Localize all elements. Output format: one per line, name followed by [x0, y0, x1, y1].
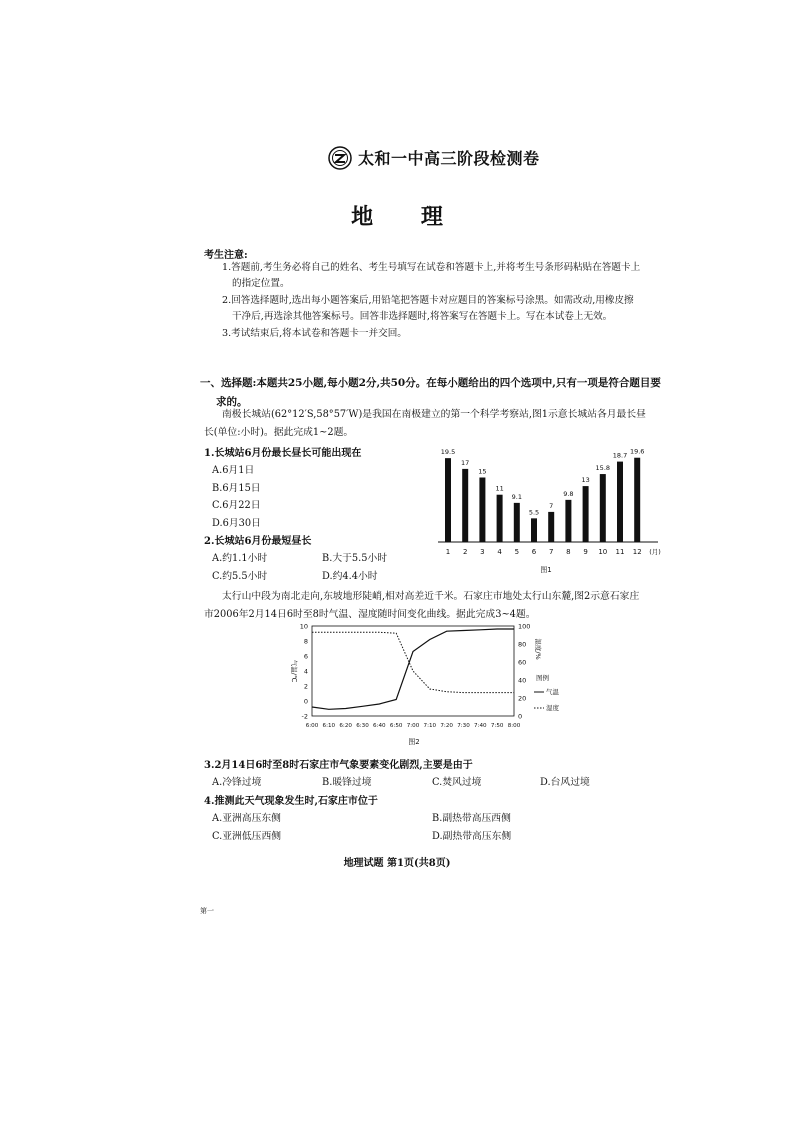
- x-tick-label: 6:10: [322, 723, 336, 729]
- question-4-option: D.副热带高压东侧: [432, 831, 512, 842]
- bar: [531, 518, 537, 542]
- x-tick-label: 6:50: [389, 723, 403, 729]
- x-tick-label: 8: [566, 548, 571, 556]
- legend-label: 湿度: [546, 704, 559, 712]
- x-tick-label: 7:50: [490, 723, 504, 729]
- question-4-stem: 4.推测此天气现象发生时,石家庄市位于: [204, 796, 378, 807]
- stray-mark: 第一: [200, 907, 214, 915]
- x-tick-label: 11: [615, 548, 625, 556]
- section-title-line: 求的。: [216, 396, 248, 408]
- figure-caption: 图1: [540, 566, 552, 574]
- y-tick-label: 0: [303, 697, 308, 706]
- bar: [445, 458, 451, 542]
- x-tick-label: 3: [480, 548, 485, 556]
- question-1-stem: 1.长城站6月份最长昼长可能出现在: [204, 448, 362, 459]
- y-tick-label: 6: [303, 652, 308, 661]
- bar: [479, 478, 485, 543]
- question-3-option: D.台风过境: [540, 777, 590, 788]
- y2-tick-label: 20: [518, 694, 527, 703]
- y-axis-label: 气温/℃: [290, 659, 298, 683]
- question-4-option: B.副热带高压西侧: [432, 813, 511, 824]
- data-label: 18.7: [612, 451, 628, 460]
- x-tick-label: 6:20: [339, 723, 352, 729]
- x-tick-label: 7:10: [423, 723, 437, 729]
- data-label: 9.1: [511, 492, 522, 501]
- x-axis-unit: (月): [649, 548, 661, 556]
- school-title: 太和一中高三阶段检测卷: [358, 149, 540, 168]
- data-label: 19.5: [440, 448, 456, 457]
- data-label: 19.6: [629, 447, 645, 456]
- x-tick-label: 7:40: [474, 723, 487, 729]
- question-2-option: B.大于5.5小时: [322, 553, 388, 564]
- y2-tick-label: 60: [518, 658, 527, 667]
- y-tick-label: 4: [303, 667, 308, 676]
- figure-2-line-chart: [282, 620, 559, 750]
- school-logo: [328, 146, 352, 170]
- question-2-option: A.约1.1小时: [212, 553, 268, 564]
- x-tick-label: 6:40: [373, 723, 386, 729]
- question-1-option: D.6月30日: [212, 518, 261, 529]
- x-tick-label: 8:00: [507, 723, 521, 729]
- figure-1-bar-chart: [430, 438, 670, 578]
- notice-line: 1.答题前,考生务必将自己的姓名、考生号填写在试卷和答题卡上,并将考生号条形码粘贴在答题卡上: [222, 262, 641, 273]
- x-tick-label: 7:20: [440, 723, 453, 729]
- y2-tick-label: 80: [518, 640, 527, 649]
- x-tick-label: 7: [548, 548, 554, 556]
- y2-tick-label: 100: [518, 622, 531, 631]
- question-1-option: B.6月15日: [212, 483, 261, 494]
- data-label: 7: [549, 501, 554, 510]
- passage-1-line: 长(单位:小时)。据此完成1~2题。: [204, 427, 354, 438]
- notice-line: 的指定位置。: [232, 278, 290, 289]
- x-tick-label: 1: [445, 548, 451, 556]
- bar: [462, 469, 468, 542]
- question-4-option: A.亚洲高压东侧: [212, 813, 281, 824]
- y-tick-label: 2: [303, 682, 308, 691]
- bar: [617, 462, 623, 542]
- legend-title: 图例: [536, 674, 549, 682]
- x-tick-label: 7:00: [406, 723, 420, 729]
- data-label: 13: [581, 476, 590, 485]
- notice-title: 考生注意:: [204, 250, 248, 261]
- passage-2-line: 市2006年2月14日6时至8时气温、湿度随时间变化曲线。据此完成3~4题。: [204, 609, 536, 620]
- question-2-stem: 2.长城站6月份最短昼长: [204, 536, 312, 547]
- notice-line: 干净后,再选涂其他答案标号。回答非选择题时,将答案写在答题卡上。写在本试卷上无效。: [232, 311, 613, 322]
- bar: [565, 500, 571, 542]
- data-label: 17: [461, 458, 470, 467]
- bar: [634, 458, 640, 542]
- question-1-option: C.6月22日: [212, 500, 261, 511]
- series-line-humidity: [312, 632, 514, 692]
- x-tick-label: 4: [497, 548, 502, 556]
- question-3-option: C.焚风过境: [432, 777, 482, 788]
- page-footer: 地理试题 第1页(共8页): [343, 858, 451, 869]
- bar: [583, 486, 589, 542]
- figure-caption: 图2: [408, 738, 420, 746]
- y2-tick-label: 40: [518, 676, 527, 685]
- bar: [514, 503, 520, 542]
- x-tick-label: 9: [583, 548, 588, 556]
- bar: [548, 512, 554, 542]
- data-label: 5.5: [528, 508, 540, 517]
- x-tick-label: 5: [514, 548, 520, 556]
- x-tick-label: 10: [598, 548, 608, 556]
- y2-axis-label: 湿度/%: [534, 638, 542, 660]
- x-tick-label: 12: [632, 548, 642, 556]
- y-tick-label: -2: [301, 712, 308, 721]
- x-tick-label: 6:00: [305, 723, 319, 729]
- series-line-temperature: [312, 629, 514, 709]
- y-tick-label: 8: [303, 637, 308, 646]
- section-title-line: 一、选择题:本题共25小题,每小题2分,共50分。在每小题给出的四个选项中,只有一项是符合题目要: [200, 377, 661, 389]
- legend-label: 气温: [546, 688, 559, 696]
- passage-1-line: 南极长城站(62°12′S,58°57′W)是我国在南极建立的第一个科学考察站,图1示意长城站各月最长昼: [222, 409, 646, 420]
- x-tick-label: 6: [531, 548, 537, 556]
- question-3-option: B.暖锋过境: [322, 777, 372, 788]
- data-label: 9.8: [563, 489, 574, 498]
- data-label: 15: [478, 467, 487, 476]
- question-4-option: C.亚洲低压西侧: [212, 831, 282, 842]
- x-tick-label: 7:30: [457, 723, 470, 729]
- question-2-option: D.约4.4小时: [322, 571, 378, 582]
- question-1-option: A.6月1日: [212, 465, 255, 476]
- question-3-option: A.冷锋过境: [212, 777, 262, 788]
- x-tick-label: 6:30: [356, 723, 369, 729]
- plot-frame: [312, 626, 514, 716]
- y-tick-label: 10: [299, 622, 308, 631]
- question-3-stem: 3.2月14日6时至8时石家庄市气象要素变化剧烈,主要是由于: [204, 760, 473, 771]
- bar: [600, 474, 606, 542]
- data-label: 15.8: [595, 464, 611, 473]
- data-label: 11: [495, 484, 504, 493]
- subject-title: 地 理: [351, 205, 463, 230]
- notice-line: 3.考试结束后,将本试卷和答题卡一并交回。: [222, 328, 407, 339]
- notice-line: 2.回答选择题时,选出每小题答案后,用铅笔把答题卡对应题目的答案标号涂黑。如需改动,用橡皮擦: [222, 295, 634, 306]
- x-tick-label: 2: [462, 548, 468, 556]
- question-2-option: C.约5.5小时: [212, 571, 268, 582]
- passage-2-line: 太行山中段为南北走向,东坡地形陡峭,相对高差近千米。石家庄市地处太行山东麓,图2示意石家庄: [222, 591, 640, 602]
- bar: [497, 495, 503, 542]
- y2-tick-label: 0: [518, 712, 523, 721]
